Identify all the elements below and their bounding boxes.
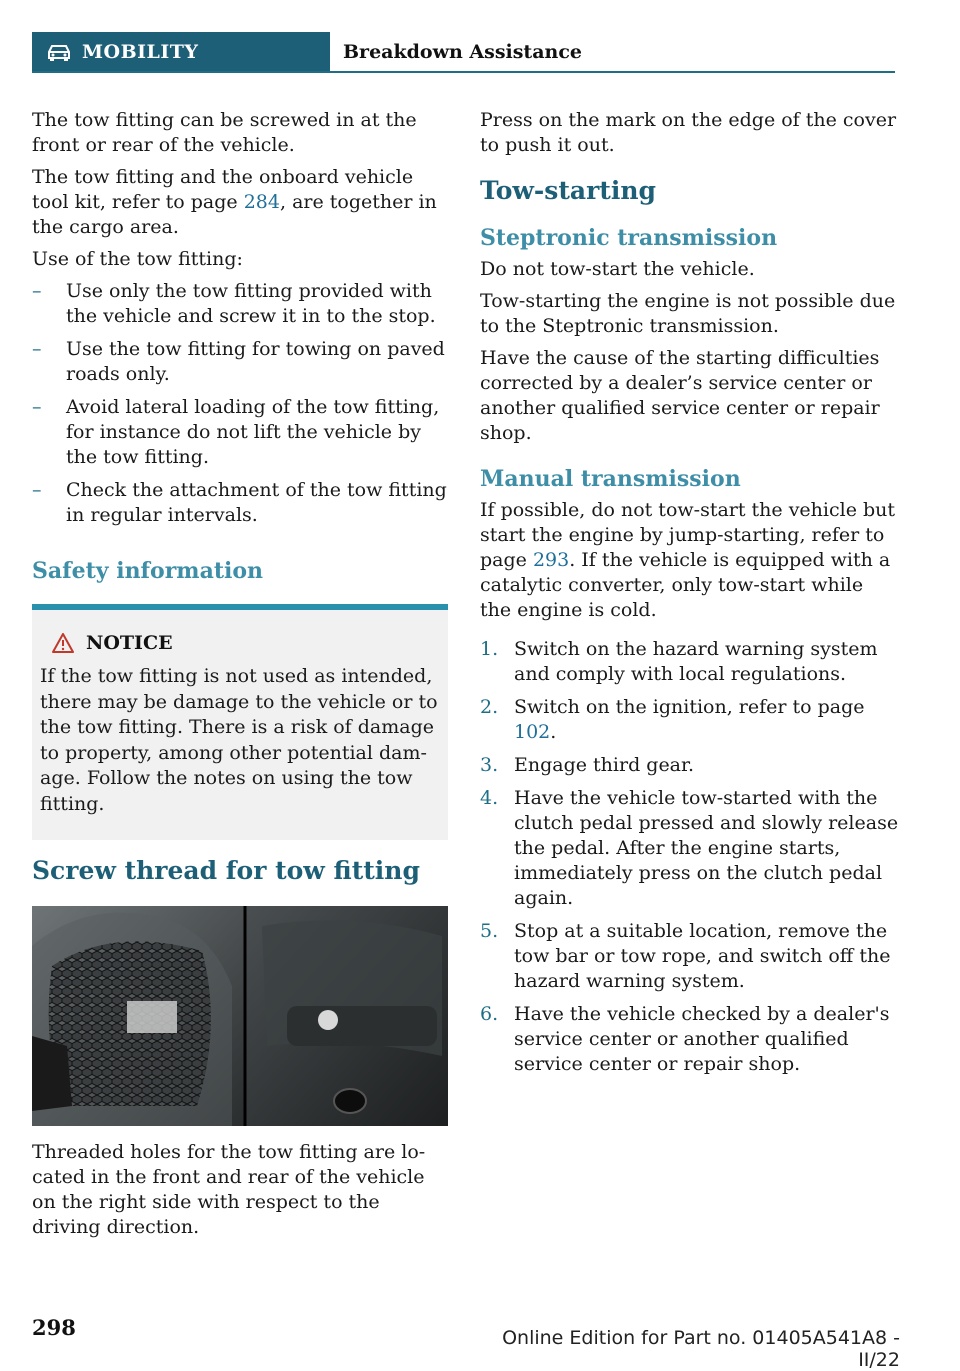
safety-heading: Safety information: [32, 558, 264, 584]
text: . If the vehicle is equipped with a catalytic converter, only tow-start while the engine is cold.: [480, 549, 891, 621]
paragraph: Have the cause of the starting difficulties corrected by a dealer’s service center or another qualified service center or repair shop.: [480, 347, 880, 444]
step-number: 1.: [480, 638, 499, 660]
list-item-text: Switch on the hazard warning system and comply with local regulations.: [514, 638, 878, 685]
chapter-title: Breakdown Assistance: [343, 40, 582, 63]
warning-triangle-icon: [52, 633, 74, 653]
car-icon: [46, 43, 72, 61]
list-item-text: Have the vehicle tow-started with the clutch pedal pressed and slowly release the pedal. After the engine starts, immediately press on the clutch pedal again.: [514, 787, 899, 909]
notice-text: If the tow fitting is not used as intended, there may be damage to the vehicle or to the tow fitting. There is a risk of damage to property, among other potential damage. Follow the notes on using the tow fitting.: [40, 665, 438, 815]
text: .: [550, 721, 557, 743]
bullet-list: [32, 279, 448, 528]
notice-title: [52, 632, 173, 654]
dash-marker: –: [32, 280, 42, 302]
list-item-text: Switch on the ignition, refer to page: [514, 696, 865, 718]
notice-box: [32, 604, 448, 840]
edition-footer: Online Edition for Part no. 01405A541A8 - II/22: [502, 1327, 900, 1371]
list-item: [32, 478, 448, 528]
list-item: [480, 1002, 900, 1077]
list-item: [480, 919, 900, 994]
paragraph: Tow-starting the engine is not possible due to the Steptronic transmission.: [480, 290, 896, 337]
tow-fitting-photo: [32, 906, 448, 1126]
text: The tow fitting and the onboard vehicle tool kit, refer to page: [32, 166, 414, 213]
dash-marker: –: [32, 479, 42, 501]
list-item: [32, 395, 448, 470]
list-item-text: Have the vehicle checked by a dealer's service center or another qualified service center or repair shop.: [514, 1003, 890, 1075]
section-tab-label: MOBILITY: [82, 40, 199, 63]
notice-label: NOTICE: [86, 632, 173, 654]
paragraph: [32, 165, 448, 240]
list-item: [480, 786, 900, 911]
dash-marker: –: [32, 338, 42, 360]
page-number: 298: [32, 1315, 76, 1340]
screw-thread-heading: Screw thread for tow fitting: [32, 856, 420, 885]
list-item: [480, 695, 900, 745]
manual-heading: Manual transmission: [480, 466, 741, 492]
list-item-text: Use only the tow fitting provided with the vehicle and screw it in to the stop.: [66, 280, 436, 327]
list-item: [32, 279, 448, 329]
page-link[interactable]: 284: [243, 191, 280, 213]
paragraph: The tow fitting can be screwed in at the front or rear of the vehicle.: [32, 109, 417, 156]
car-bumper-image: [32, 906, 448, 1126]
step-number: 6.: [480, 1003, 499, 1025]
text: , are together in the cargo area.: [32, 191, 437, 238]
list-item-text: Use the tow fitting for towing on paved roads only.: [66, 338, 445, 385]
left-column: [32, 108, 448, 584]
photo-caption: Threaded holes for the tow fitting are located in the front and rear of the vehicle on the right side with respect to the driving direction.: [32, 1141, 426, 1238]
list-item-text: Engage third gear.: [514, 754, 695, 776]
list-item: [480, 637, 900, 687]
steptronic-heading: Steptronic transmission: [480, 225, 778, 251]
paragraph: Do not tow-start the vehicle.: [480, 258, 755, 280]
list-item: [32, 337, 448, 387]
right-column: [480, 108, 900, 1085]
dash-marker: –: [32, 396, 42, 418]
text: If possible, do not tow-start the vehicle but start the engine by jump-starting, refer to page: [480, 499, 896, 571]
list-item-text: Avoid lateral loading of the tow fitting, for instance do not lift the vehicle by the tow fitting.: [66, 396, 440, 468]
paragraph: Use of the tow fitting:: [32, 248, 243, 270]
steps-list: [480, 637, 900, 1077]
page-header: [32, 32, 895, 73]
page-link[interactable]: 293: [532, 549, 570, 571]
step-number: 5.: [480, 920, 499, 942]
paragraph: Press on the mark on the edge of the cover to push it out.: [480, 109, 897, 156]
page-link[interactable]: 102: [514, 721, 551, 743]
section-tab: [32, 32, 330, 71]
step-number: 4.: [480, 787, 499, 809]
step-number: 2.: [480, 696, 499, 718]
step-number: 3.: [480, 754, 499, 776]
paragraph: [480, 498, 900, 623]
list-item-text: Check the attachment of the tow fitting in regular intervals.: [66, 479, 447, 526]
list-item-text: Stop at a suitable location, remove the tow bar or tow rope, and switch off the hazard warning system.: [514, 920, 891, 992]
list-item: [480, 753, 900, 778]
tow-starting-heading: Tow-starting: [480, 176, 657, 205]
